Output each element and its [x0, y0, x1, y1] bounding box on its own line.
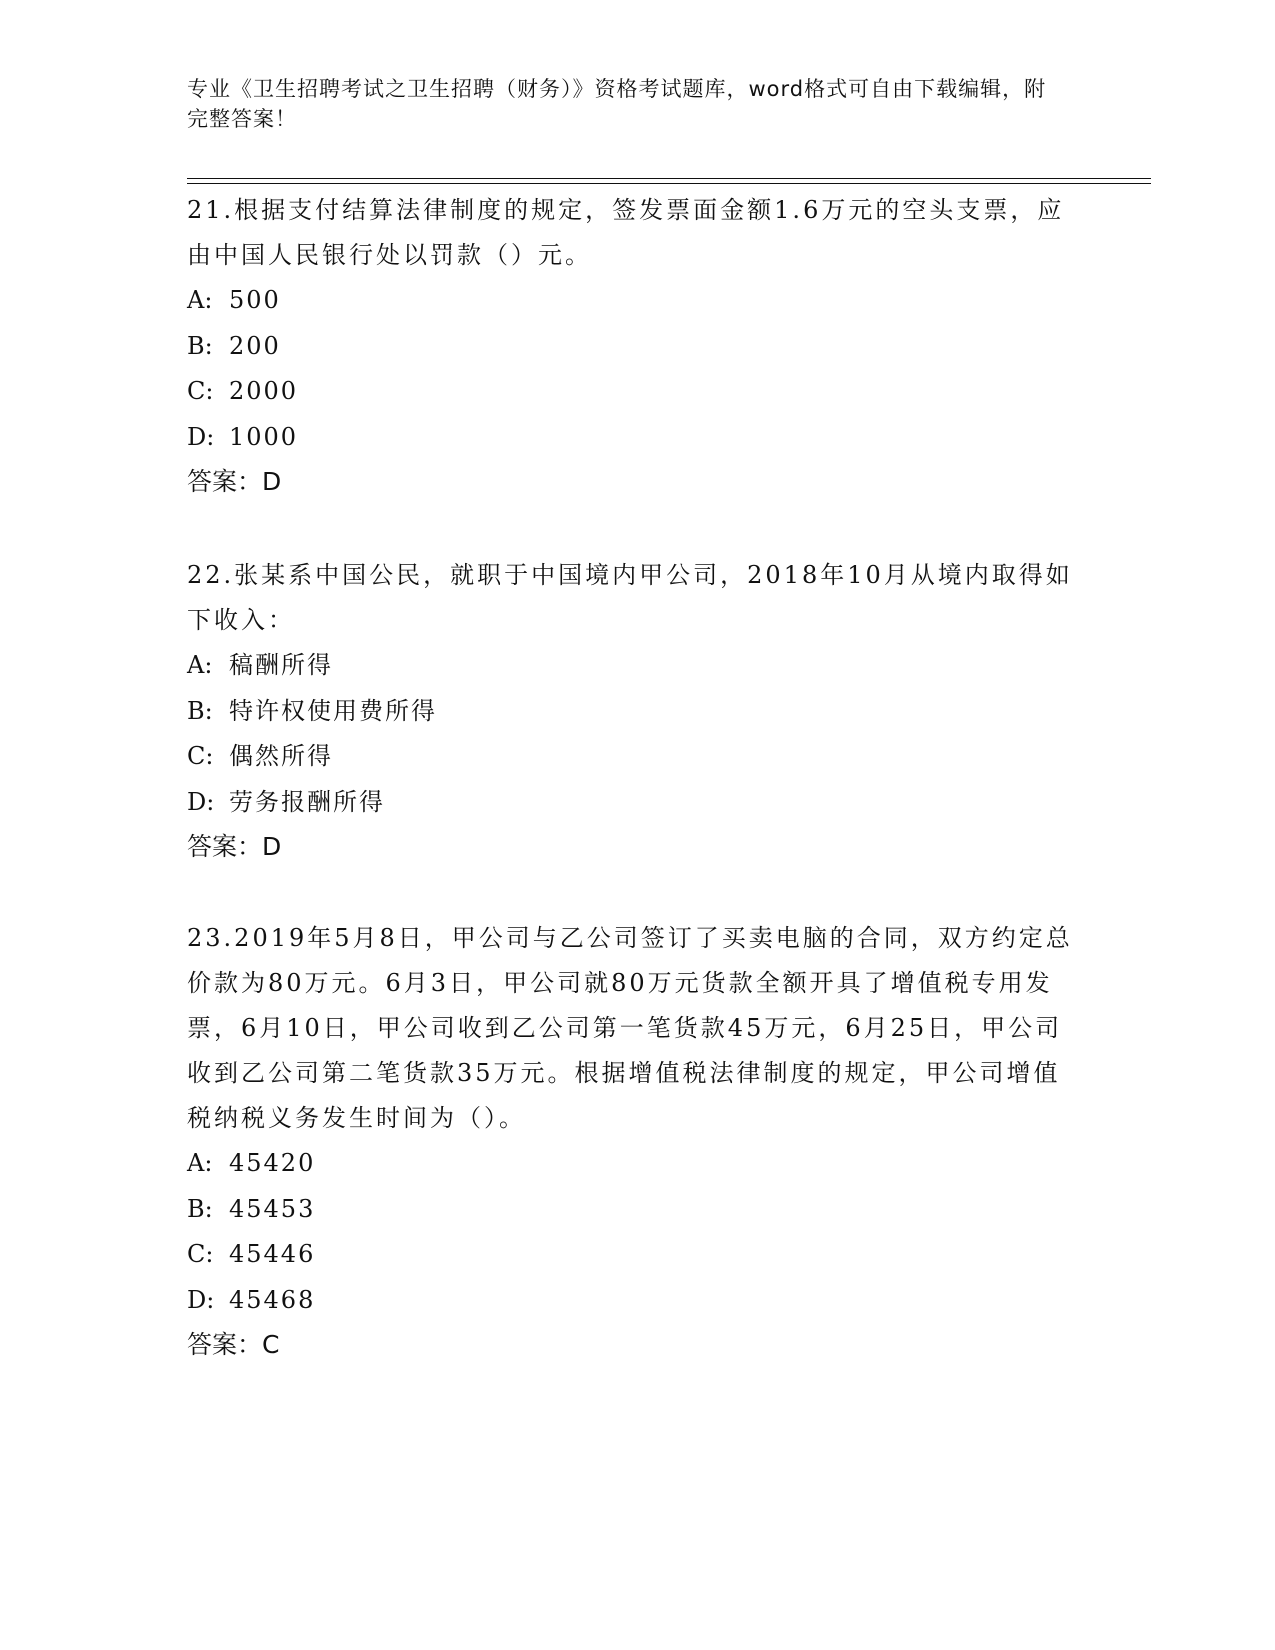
- option-b: [187, 689, 1087, 735]
- option-c: [187, 369, 1087, 415]
- header-divider-top: [187, 178, 1151, 179]
- question-21: [187, 188, 1087, 504]
- question-22: [187, 553, 1087, 869]
- option-b: [187, 324, 1087, 370]
- option-c: [187, 1232, 1087, 1278]
- answer-line: 答案：C: [187, 1330, 280, 1359]
- option-text: 45468: [229, 1285, 316, 1314]
- option-d: [187, 1278, 1087, 1324]
- option-d: [187, 780, 1087, 826]
- option-text: 偶然所得: [229, 742, 333, 770]
- option-key: C:: [187, 742, 214, 770]
- option-key: B:: [187, 331, 213, 360]
- option-text: 1000: [229, 422, 299, 451]
- option-key: C:: [187, 1240, 214, 1268]
- option-text: 2000: [229, 377, 299, 405]
- option-c: [187, 734, 1087, 780]
- question-stem: 22.张某系中国公民，就职于中国境内甲公司，2018年10月从境内取得如下收入：: [187, 561, 1073, 634]
- option-key: C:: [187, 377, 214, 405]
- option-key: A:: [187, 286, 213, 314]
- option-a: [187, 643, 1087, 689]
- option-key: D:: [187, 422, 215, 451]
- option-text: 劳务报酬所得: [229, 787, 385, 816]
- option-a: [187, 278, 1087, 324]
- option-text: 特许权使用费所得: [229, 696, 437, 725]
- header-divider-bottom: [187, 183, 1151, 184]
- option-a: [187, 1141, 1087, 1187]
- option-key: B:: [187, 1194, 213, 1223]
- question-stem: 21.根据支付结算法律制度的规定，签发票面金额1.6万元的空头支票，应由中国人民银行处以罚款（）元。: [187, 196, 1065, 269]
- option-d: [187, 415, 1087, 461]
- option-text: 500: [229, 286, 281, 314]
- option-key: A:: [187, 651, 213, 679]
- option-key: D:: [187, 787, 215, 816]
- option-text: 稿酬所得: [229, 651, 333, 679]
- option-key: A:: [187, 1149, 213, 1177]
- question-stem: 23.2019年5月8日，甲公司与乙公司签订了买卖电脑的合同，双方约定总价款为80万元。6月3日，甲公司就80万元货款全额开具了增值税专用发票，6月10日，甲公司收到乙公司第一笔货款45万元，6月25日，甲公司收到乙公司第二笔货款35万元。根据增值税法律制度的规定，甲公司增值税纳税义务发生时间为（）。: [187, 924, 1073, 1132]
- option-text: 45420: [229, 1149, 316, 1177]
- option-text: 200: [229, 331, 281, 360]
- answer-line: 答案：D: [187, 467, 282, 496]
- option-text: 45446: [229, 1240, 316, 1268]
- document-header: 专业《卫生招聘考试之卫生招聘（财务）》资格考试题库，word格式可自由下载编辑，附完整答案！: [187, 77, 1047, 131]
- option-text: 45453: [229, 1194, 316, 1223]
- option-key: B:: [187, 696, 213, 725]
- answer-line: 答案：D: [187, 832, 282, 861]
- option-b: [187, 1187, 1087, 1233]
- option-key: D:: [187, 1285, 215, 1314]
- question-23: [187, 916, 1087, 1367]
